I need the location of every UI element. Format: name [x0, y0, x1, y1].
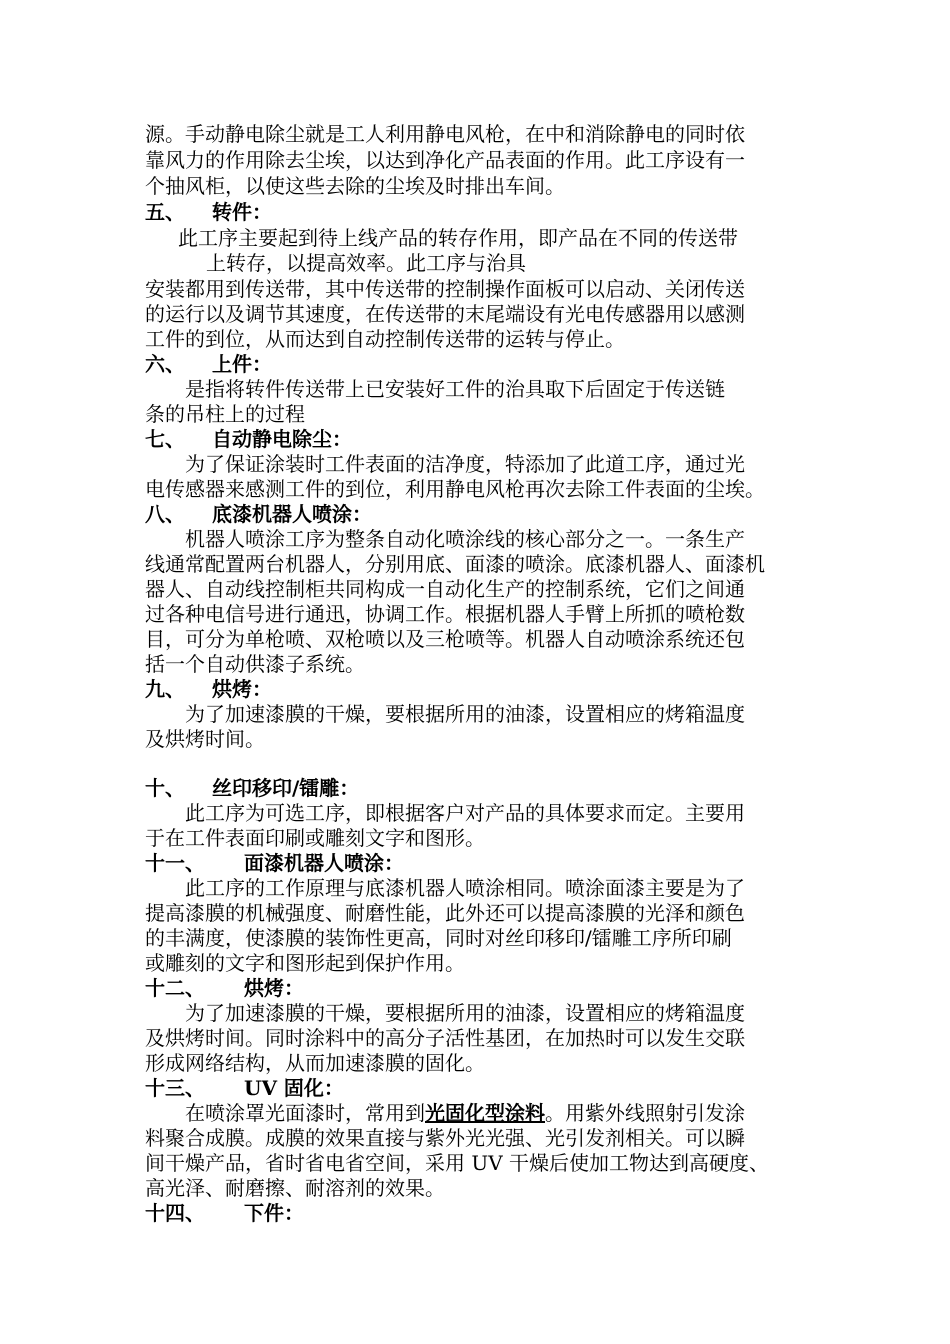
section-8-line: 器人、自动线控制柜共同构成一自动化生产的控制系统，它们之间通: [145, 577, 745, 601]
section-14-title: 下件：: [244, 1201, 304, 1225]
section-8-line: 机器人喷涂工序为整条自动化喷涂线的核心部分之一。一条生产: [185, 527, 745, 551]
section-6-heading: [145, 352, 272, 378]
section-8-line: 线通常配置两台机器人，分别用底、面漆的喷涂。底漆机器人、面漆机: [145, 552, 765, 576]
section-6-title: 上件：: [212, 352, 272, 376]
section-13-line: 高光泽、耐磨擦、耐溶剂的效果。: [145, 1176, 445, 1200]
section-9-line: 为了加速漆膜的干燥，要根据所用的油漆，设置相应的烤箱温度: [185, 702, 745, 726]
section-10-line: 此工序为可选工序，即根据客户对产品的具体要求而定。主要用: [185, 801, 745, 825]
section-11-title: 面漆机器人喷涂：: [244, 851, 404, 875]
section-5-number: 五、: [145, 200, 185, 224]
section-13-line-text: 。用紫外线照射引发涂: [545, 1101, 745, 1125]
section-8-title: 底漆机器人喷涂：: [212, 502, 372, 526]
section-8-line: 括一个自动供漆子系统。: [145, 652, 365, 676]
section-11-number: 十一、: [145, 851, 205, 875]
section-7-heading: [145, 427, 352, 453]
section-8-heading: [145, 502, 372, 528]
section-5-line: 的运行以及调节其速度，在传送带的末尾端设有光电传感器用以感测: [145, 302, 745, 326]
section-11-heading: [145, 851, 404, 877]
section-12-heading: [145, 976, 304, 1002]
section-10-number: 十、: [145, 776, 185, 800]
section-5-title: 转件：: [212, 200, 272, 224]
section-7-line: 电传感器来感测工件的到位，利用静电风枪再次去除工件表面的尘埃。: [145, 477, 765, 501]
section-5-line: 上转存，以提高效率。此工序与治具: [206, 251, 526, 275]
section-10-title: 丝印移印/镭雕：: [212, 776, 360, 800]
section-11-line: 或雕刻的文字和图形起到保护作用。: [145, 951, 465, 975]
section-5-line: 安装都用到传送带，其中传送带的控制操作面板可以启动、关闭传送: [145, 277, 745, 301]
section-7-title: 自动静电除尘：: [212, 427, 352, 451]
section-9-number: 九、: [145, 677, 185, 701]
section-13-line: 间干燥产品，省时省电省空间，采用 UV 干燥后使加工物达到高硬度、: [145, 1151, 770, 1175]
section-12-line: 为了加速漆膜的干燥，要根据所用的油漆，设置相应的烤箱温度: [185, 1001, 745, 1025]
section-7-number: 七、: [145, 427, 185, 451]
section-13-line: 料聚合成膜。成膜的效果直接与紫外光光强、光引发剂相关。可以瞬: [145, 1126, 745, 1150]
section-8-line: 目，可分为单枪喷、双枪喷以及三枪喷等。机器人自动喷涂系统还包: [145, 627, 745, 651]
section-5-line: 此工序主要起到待上线产品的转存作用，即产品在不同的传送带: [178, 226, 738, 250]
intro-line-3: 个抽风柜，以使这些去除的尘埃及时排出车间。: [145, 174, 565, 198]
section-9-title: 烘烤：: [212, 677, 272, 701]
section-8-number: 八、: [145, 502, 185, 526]
section-12-number: 十二、: [145, 976, 205, 1000]
intro-line-1: 源。手动静电除尘就是工人利用静电风枪，在中和消除静电的同时依: [145, 122, 745, 146]
intro-line-2: 靠风力的作用除去尘埃，以达到净化产品表面的作用。此工序设有一: [145, 148, 745, 172]
section-13-line-text: 在喷涂罩光面漆时，常用到: [185, 1101, 425, 1125]
section-6-line: 条的吊柱上的过程: [145, 402, 305, 426]
section-13-number: 十三、: [145, 1076, 205, 1100]
section-9-line: 及烘烤时间。: [145, 727, 265, 751]
photocurable-coating-link[interactable]: 光固化型涂料: [425, 1101, 545, 1125]
section-10-heading: [145, 776, 359, 802]
section-9-heading: [145, 677, 272, 703]
section-13-title: UV 固化：: [244, 1076, 344, 1100]
section-6-number: 六、: [145, 352, 185, 376]
section-5-line: 工件的到位，从而达到自动控制传送带的运转与停止。: [145, 327, 625, 351]
section-12-line: 及烘烤时间。同时涂料中的高分子活性基团，在加热时可以发生交联: [145, 1026, 745, 1050]
section-14-heading: [145, 1201, 304, 1227]
section-5-heading: [145, 200, 272, 226]
section-12-title: 烘烤：: [244, 976, 304, 1000]
section-13-heading: [145, 1076, 344, 1102]
section-10-line: 于在工件表面印刷或雕刻文字和图形。: [145, 826, 485, 850]
section-12-line: 形成网络结构，从而加速漆膜的固化。: [145, 1051, 485, 1075]
section-13-line: [185, 1101, 745, 1127]
section-11-line: 的丰满度，使漆膜的装饰性更高，同时对丝印移印/镭雕工序所印刷: [145, 926, 732, 950]
section-8-line: 过各种电信号进行通迅，协调工作。根据机器人手臂上所抓的喷枪数: [145, 602, 745, 626]
section-14-number: 十四、: [145, 1201, 205, 1225]
section-11-line: 提高漆膜的机械强度、耐磨性能，此外还可以提高漆膜的光泽和颜色: [145, 901, 745, 925]
section-6-line: 是指将转件传送带上已安装好工件的治具取下后固定于传送链: [185, 377, 725, 401]
section-11-line: 此工序的工作原理与底漆机器人喷涂相同。喷涂面漆主要是为了: [185, 876, 745, 900]
section-7-line: 为了保证涂装时工件表面的洁净度，特添加了此道工序，通过光: [185, 452, 745, 476]
